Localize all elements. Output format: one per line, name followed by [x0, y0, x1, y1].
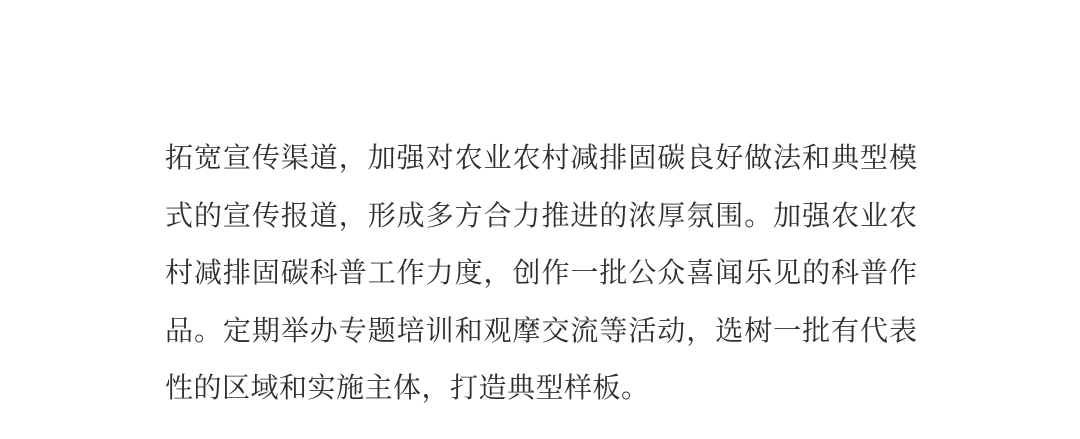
- paragraph: [165, 130, 917, 418]
- paragraph-line: 式的宣传报道，形成多方合力推进的浓厚氛围。加强农业农: [165, 200, 917, 232]
- paragraph-line: 品。定期举办专题培训和观摩交流等活动，选树一批有代表: [165, 315, 917, 347]
- paragraph-line: 性的区域和实施主体，打造典型样板。: [165, 373, 650, 404]
- paragraph-line: 村减排固碳科普工作力度，创作一批公众喜闻乐见的科普作: [165, 258, 917, 289]
- paragraph-line: 拓宽宣传渠道，加强对农业农村减排固碳良好做法和典型模: [165, 143, 917, 174]
